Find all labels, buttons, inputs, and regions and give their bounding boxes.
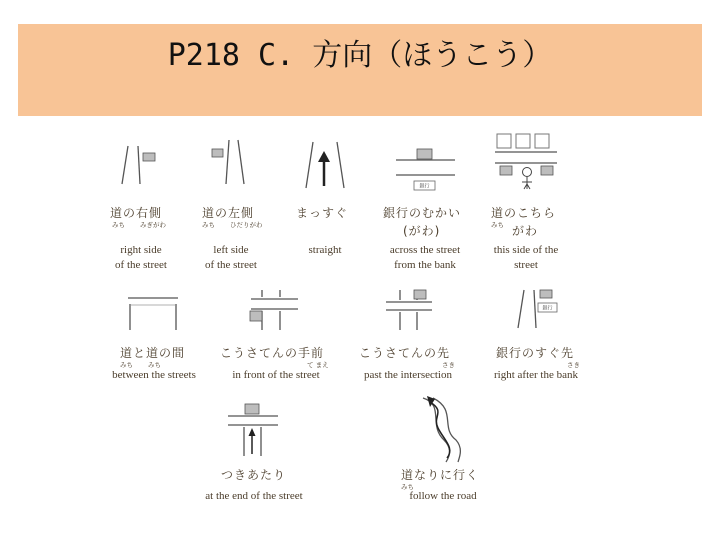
label-jp-left-side: 道の左側 xyxy=(202,206,255,220)
label-jp-this-side: 道のこちら xyxy=(491,206,557,220)
bank-sign-label: 銀行 xyxy=(542,305,553,312)
label-en-follow-road: follow the road xyxy=(409,490,477,502)
furigana-saki: さき xyxy=(567,361,580,369)
furigana-saki: さき xyxy=(442,361,455,369)
label-en-across-2: from the bank xyxy=(394,259,456,271)
bank-sign-label: 銀行 xyxy=(419,183,430,190)
label-en-after-bank: right after the bank xyxy=(494,369,578,381)
label-en-this-side-1: this side of the xyxy=(493,244,559,256)
label-en-between-streets: between the streets xyxy=(112,369,196,381)
label-jp-straight: まっすぐ xyxy=(296,206,349,220)
label-jp-end-of-street: つきあたり xyxy=(221,468,287,482)
furigana-michi: みち xyxy=(491,221,504,229)
illustration-right-side xyxy=(122,146,155,184)
illustration-end-of-street xyxy=(228,404,278,456)
label-en-left-side-1: left side xyxy=(213,244,249,256)
illustration-follow-road xyxy=(423,396,460,462)
illustration-this-side xyxy=(495,134,557,189)
label-en-end-of-street: at the end of the street xyxy=(205,490,303,502)
label-jp-in-front: こうさてんの手前 xyxy=(220,346,325,360)
label-en-right-side-1: right side xyxy=(120,244,162,256)
illustration-left-side xyxy=(212,140,244,184)
label-en-across-1: across the street xyxy=(389,244,461,256)
illustration-right-after-bank xyxy=(518,290,557,328)
label-en-straight: straight xyxy=(308,244,342,256)
illustration-between-streets xyxy=(128,298,178,330)
label-en-right-side-2: of the street xyxy=(115,259,167,271)
label-jp-right-side: 道の右側 xyxy=(110,206,163,220)
label-jp-across-from-bank-2: (がわ) xyxy=(403,224,441,238)
illustration-in-front-of-intersection xyxy=(250,290,298,330)
furigana-michi: みち xyxy=(148,361,161,369)
illustration-straight xyxy=(306,142,344,188)
furigana-hidarigawa: ひだりがわ xyxy=(230,221,263,229)
label-jp-across-from-bank: 銀行のむかい xyxy=(383,206,462,220)
label-jp-past-intersection: こうさてんの先 xyxy=(359,346,451,360)
label-jp-this-side-2: がわ xyxy=(512,224,539,238)
illustration-across-from-bank xyxy=(396,149,455,190)
label-en-in-front: in front of the street xyxy=(232,369,320,381)
label-en-left-side-2: of the street xyxy=(205,259,257,271)
page-title: P218 C. 方向（ほうこう） xyxy=(167,38,553,73)
label-en-this-side-2: street xyxy=(514,259,538,271)
label-jp-follow-road: 道なりに行く xyxy=(401,468,480,482)
furigana-michi: みち xyxy=(401,483,414,491)
illustration-past-intersection xyxy=(386,290,432,330)
furigana-michi: みち xyxy=(112,221,125,229)
furigana-michi: みち xyxy=(120,361,133,369)
label-en-past-intersection: past the intersection xyxy=(364,369,452,381)
furigana-michi: みち xyxy=(202,221,215,229)
furigana-migigawa: みぎがわ xyxy=(140,221,166,229)
label-jp-between-streets: 道と道の間 xyxy=(120,346,186,360)
label-jp-after-bank: 銀行のすぐ先 xyxy=(496,346,575,360)
furigana-temae: て まえ xyxy=(307,361,329,369)
